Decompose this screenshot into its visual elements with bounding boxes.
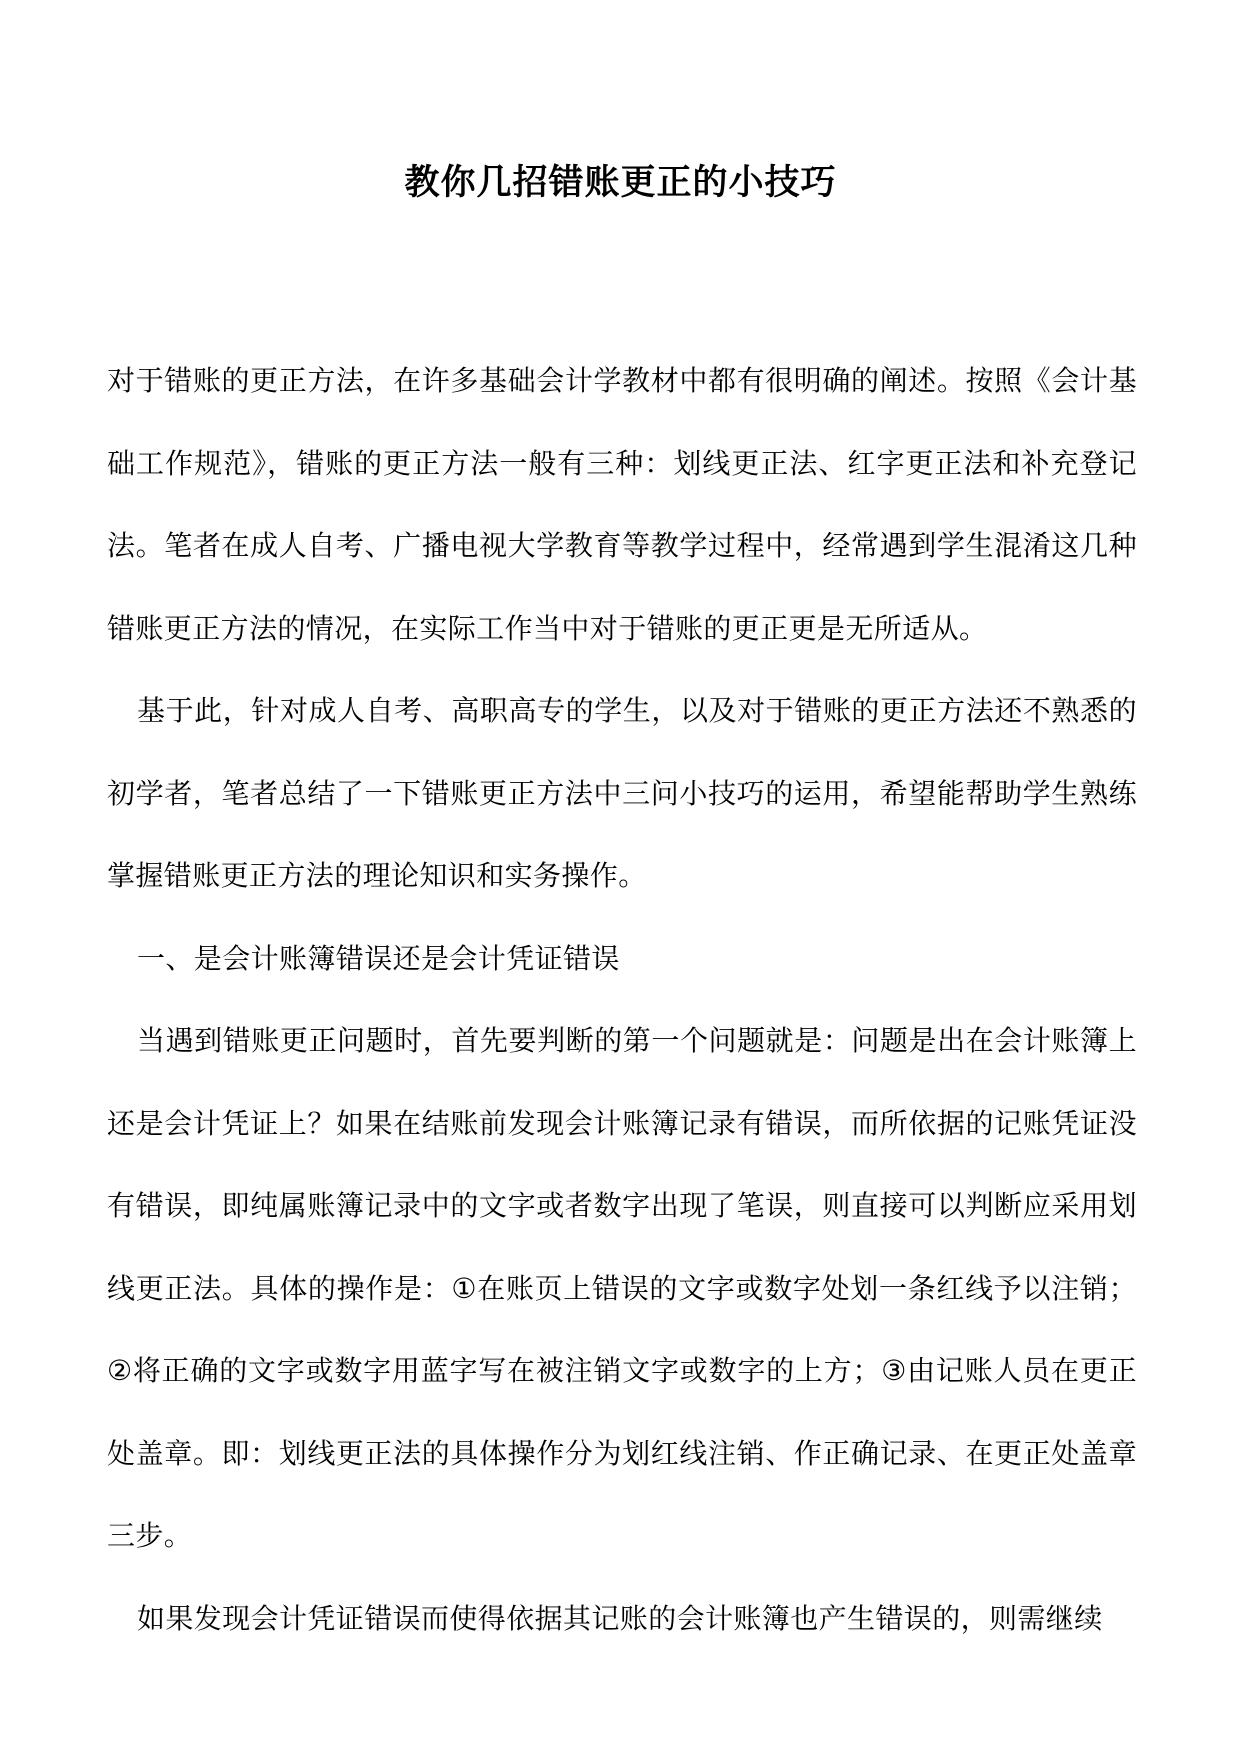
- section-heading-1: 一、是会计账簿错误还是会计凭证错误: [137, 941, 620, 975]
- paragraph-intro: 对于错账的更正方法，在许多基础会计学教材中都有很明确的阐述。按照《会计基础工作规范》，错账的更正方法一般有三种：划线更正法、红字更正法和补充登记法。笔者在成人自考、广播电视大学教育等教学过程中，经常遇到学生混淆这几种错账更正方法的情况，在实际工作当中对于错账的更正更是无所适从。: [107, 364, 1137, 645]
- document-body: [107, 340, 1137, 1660]
- paragraph-purpose: 基于此，针对成人自考、高职高专的学生，以及对于错账的更正方法还不熟悉的初学者，笔者总结了一下错账更正方法中三问小技巧的运用，希望能帮助学生熟练掌握错账更正方法的理论知识和实务操作。: [107, 694, 1137, 892]
- document-title: 教你几招错账更正的小技巧: [404, 162, 837, 203]
- paragraph-continued: 如果发现会计凭证错误而使得依据其记账的会计账簿也产生错误的，则需继续: [137, 1601, 1103, 1635]
- paragraph-section-1: 当遇到错账更正问题时，首先要判断的第一个问题就是：问题是出在会计账簿上还是会计凭证上？如果在结账前发现会计账簿记录有错误，而所依据的记账凭证没有错误，即纯属账簿记录中的文字或者数字出现了笔误，则直接可以判断应采用划线更正法。具体的操作是：①在账页上错误的文字或数字处划一条红线予以注销；②将正确的文字或数字用蓝字写在被注销文字或数字的上方；③由记账人员在更正处盖章。即：划线更正法的具体操作分为划红线注销、作正确记录、在更正处盖章三步。: [107, 1024, 1137, 1552]
